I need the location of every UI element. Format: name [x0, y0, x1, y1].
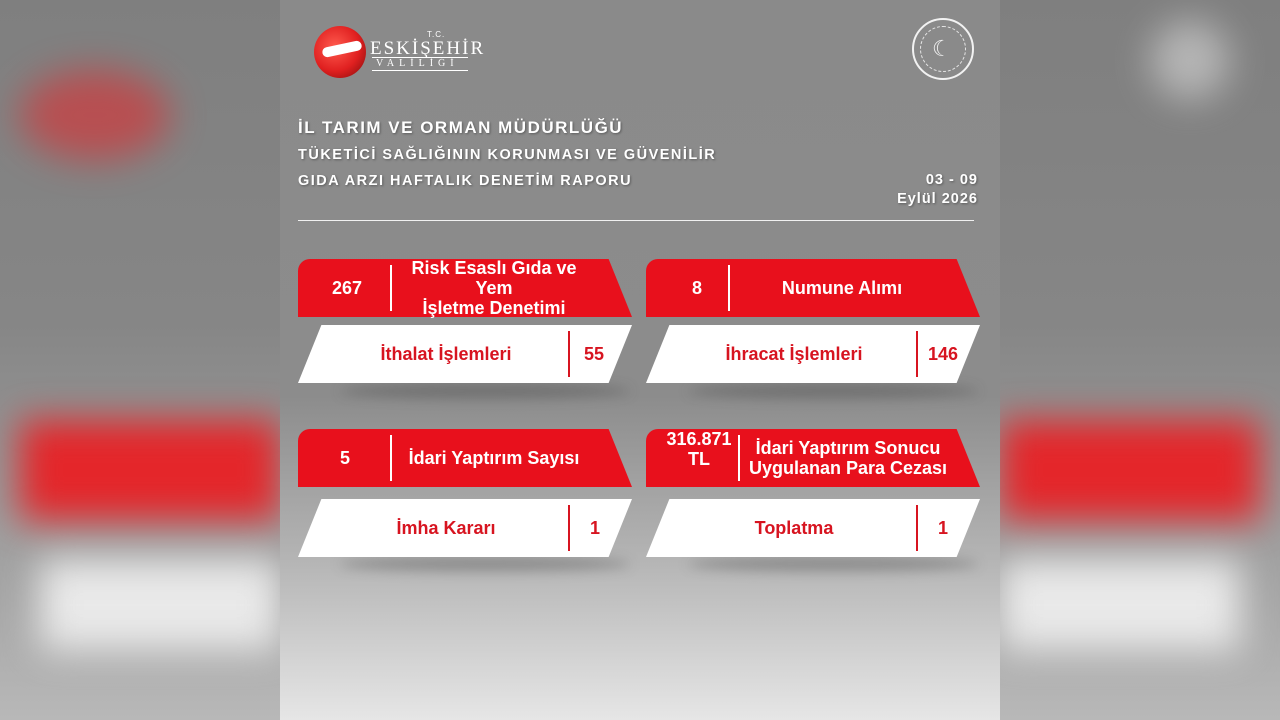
stat-label: İdari Yaptırım Sonucu Uygulanan Para Cezası [748, 438, 948, 478]
date-range: 03 - 09 [925, 172, 978, 188]
stat-label: Toplatma [754, 518, 834, 538]
seal-crescent-icon: ☾ [932, 36, 952, 61]
stat-value: 1 [590, 518, 601, 538]
title-divider [298, 220, 974, 221]
title-line-2: TÜKETİCİ SAĞLIĞININ KORUNMASI VE GÜVENİLİR [298, 147, 717, 163]
stat-label: İdari Yaptırım Sayısı [408, 448, 580, 468]
report-title [298, 118, 758, 189]
date-month: Eylül 2026 [897, 191, 978, 207]
stat-sanction-count [298, 429, 632, 487]
stat-destruction-order [298, 499, 632, 557]
stat-import [298, 325, 632, 383]
right-blurred-backdrop [1000, 0, 1280, 720]
stat-label: İmha Kararı [396, 518, 496, 538]
stat-risk-inspection [298, 259, 632, 317]
stat-value: 8 [692, 278, 703, 298]
left-blurred-backdrop [0, 0, 280, 720]
title-line-1: İL TARIM VE ORMAN MÜDÜRLÜĞÜ [298, 118, 624, 137]
stat-value: 5 [340, 448, 351, 468]
stat-label: İthalat İşlemleri [380, 344, 512, 364]
stat-value: 55 [584, 344, 605, 364]
logo-city-text: ESKİŞEHİR [370, 38, 486, 59]
report-date [897, 171, 978, 209]
logo-sub-text: VALİLİĞİ [372, 57, 468, 71]
stat-label: Numune Alımı [781, 278, 903, 298]
stat-label: İhracat İşlemleri [725, 344, 863, 364]
stat-label: Risk Esaslı Gıda ve Yem İşletme Denetimi [411, 258, 577, 318]
stat-value: 146 [928, 344, 959, 364]
logo-tc-text: T.C. [427, 30, 446, 39]
stat-recall [646, 499, 980, 557]
title-line-3: GIDA ARZI HAFTALIK DENETİM RAPORU [298, 173, 633, 189]
stat-value: 316.871 TL [666, 429, 732, 469]
stat-value: 267 [332, 278, 363, 298]
stat-export [646, 325, 980, 383]
stat-value: 1 [938, 518, 949, 538]
ministry-seal-icon [912, 18, 974, 80]
stat-sample-collection [646, 259, 980, 317]
report-panel [280, 0, 1000, 720]
stat-fine-amount [646, 429, 980, 487]
